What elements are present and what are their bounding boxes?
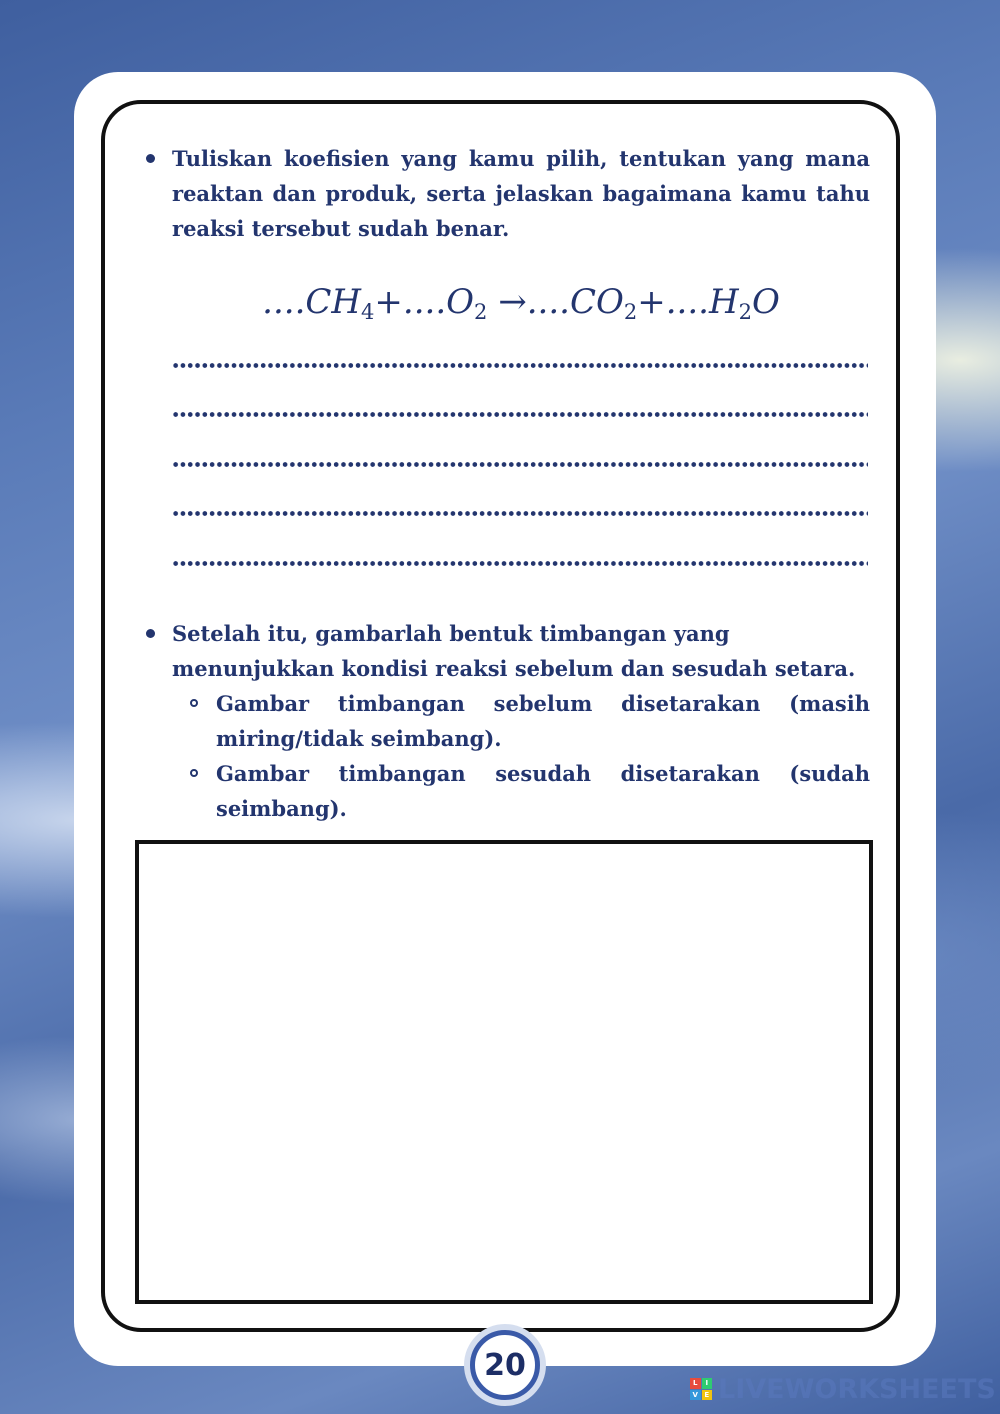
sub-item-after: Gambar timbangan sesudah disetarakan (sudah seimbang). <box>216 761 870 821</box>
reaction-arrow: → <box>498 282 527 322</box>
coefficient-blank-1[interactable]: .... <box>262 282 306 322</box>
plus-sign: + <box>637 282 666 322</box>
coefficient-blank-2[interactable]: .... <box>402 282 447 322</box>
drawing-area[interactable] <box>135 840 873 1304</box>
bullet-dot <box>146 629 155 638</box>
bullet-dot <box>146 154 155 163</box>
answer-line[interactable] <box>172 561 868 566</box>
instruction-2: Setelah itu, gambarlah bentuk timbangan yang menunjukkan kondisi reaksi sebelum dan sesudah setara. <box>172 621 856 681</box>
plus-sign: + <box>374 282 403 322</box>
answer-line[interactable] <box>172 412 868 417</box>
answer-line[interactable] <box>172 462 868 467</box>
answer-line[interactable] <box>172 363 868 368</box>
coefficient-blank-4[interactable]: .... <box>665 282 709 322</box>
page-number: 20 <box>470 1330 540 1400</box>
sub-item-before: Gambar timbangan sebelum disetarakan (masih miring/tidak seimbang). <box>216 691 870 751</box>
page-number-badge <box>464 1324 546 1406</box>
liveworksheets-logo-icon: L I V E <box>690 1378 712 1400</box>
coefficient-blank-3[interactable]: .... <box>526 282 570 322</box>
product-h2o: $H_2O$ <box>708 282 780 324</box>
instruction-1: Tuliskan koefisien yang kamu pilih, tentukan yang mana reaktan dan produk, serta jelaskan bagaimana kamu tahu reaksi tersebut sudah benar. <box>172 146 870 241</box>
reactant-o2: $O_2$ <box>446 282 488 324</box>
sub-bullet-ring <box>190 699 198 707</box>
reactant-ch4: $CH_4$ <box>305 282 375 324</box>
answer-line[interactable] <box>172 511 868 516</box>
product-co2: $CO_2$ <box>569 282 638 324</box>
chemical-equation <box>172 280 870 334</box>
sub-bullet-ring <box>190 769 198 777</box>
watermark-text: LIVEWORKSHEETS <box>718 1373 996 1405</box>
watermark <box>690 1374 996 1404</box>
